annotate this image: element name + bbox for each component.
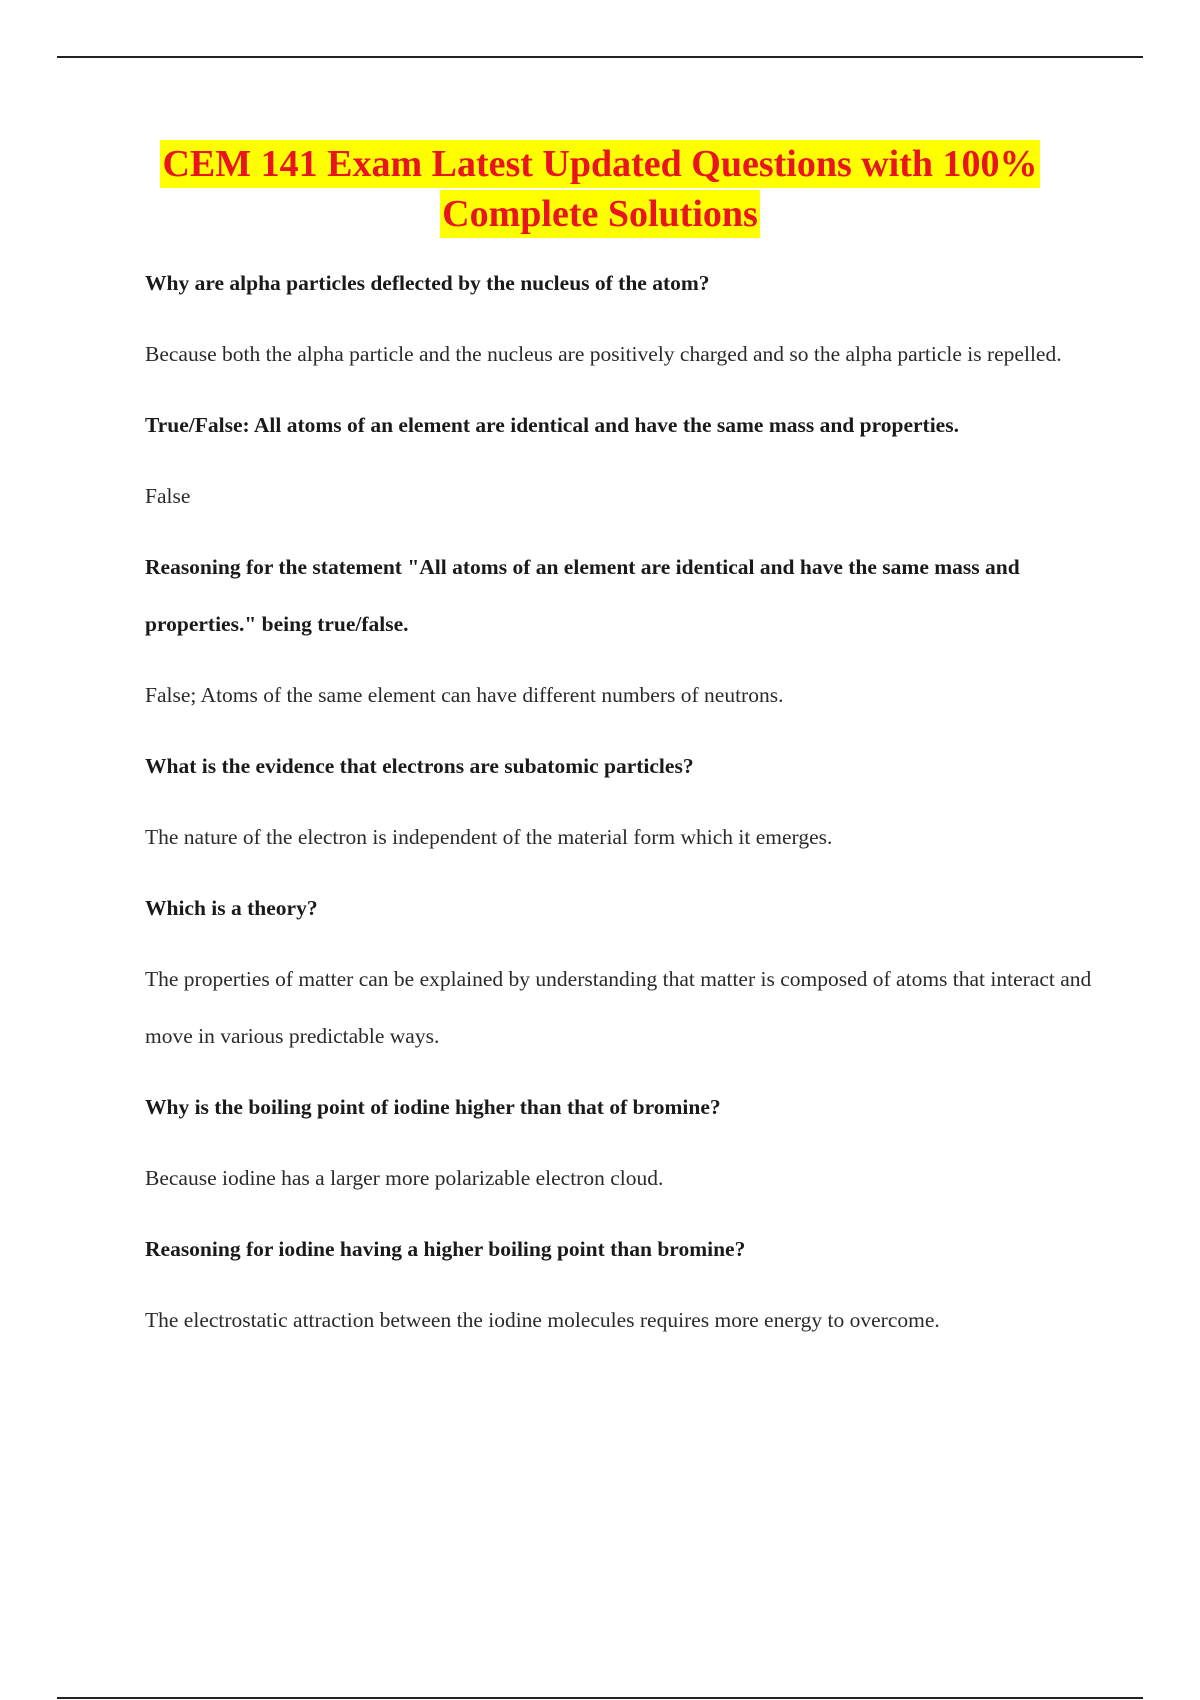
- qa-item: [145, 397, 1105, 525]
- qa-item: [145, 880, 1105, 1065]
- title-line-2: Complete Solutions: [440, 190, 760, 238]
- answer-text: The electrostatic attraction between the iodine molecules requires more energy to overcome.: [145, 1308, 940, 1332]
- answer-text: The properties of matter can be explained by understanding that matter is composed of atoms that interact and move in various predictable ways.: [145, 967, 1092, 1048]
- question-text: What is the evidence that electrons are subatomic particles?: [145, 754, 694, 778]
- answer-text: The nature of the electron is independent of the material form which it emerges.: [145, 825, 833, 849]
- question-text: Why are alpha particles deflected by the nucleus of the atom?: [145, 271, 710, 295]
- bottom-rule: [57, 1697, 1143, 1699]
- answer-text: False; Atoms of the same element can have different numbers of neutrons.: [145, 683, 784, 707]
- title-line-1: CEM 141 Exam Latest Updated Questions with 100%: [160, 140, 1039, 188]
- document-title: [0, 140, 1200, 240]
- question-text: Which is a theory?: [145, 896, 318, 920]
- qa-item: [145, 738, 1105, 866]
- question-text: Reasoning for iodine having a higher boiling point than bromine?: [145, 1237, 746, 1261]
- qa-list: [145, 255, 1105, 1363]
- answer-text: Because both the alpha particle and the nucleus are positively charged and so the alpha particle is repelled.: [145, 342, 1062, 366]
- question-text: Why is the boiling point of iodine higher than that of bromine?: [145, 1095, 721, 1119]
- qa-item: [145, 255, 1105, 383]
- qa-item: [145, 1221, 1105, 1349]
- question-text: True/False: All atoms of an element are identical and have the same mass and properties.: [145, 413, 959, 437]
- top-rule: [57, 56, 1143, 58]
- question-text: Reasoning for the statement "All atoms of an element are identical and have the same mass and properties." being true/false.: [145, 555, 1020, 636]
- qa-item: [145, 539, 1105, 724]
- answer-text: False: [145, 484, 191, 508]
- answer-text: Because iodine has a larger more polarizable electron cloud.: [145, 1166, 664, 1190]
- qa-item: [145, 1079, 1105, 1207]
